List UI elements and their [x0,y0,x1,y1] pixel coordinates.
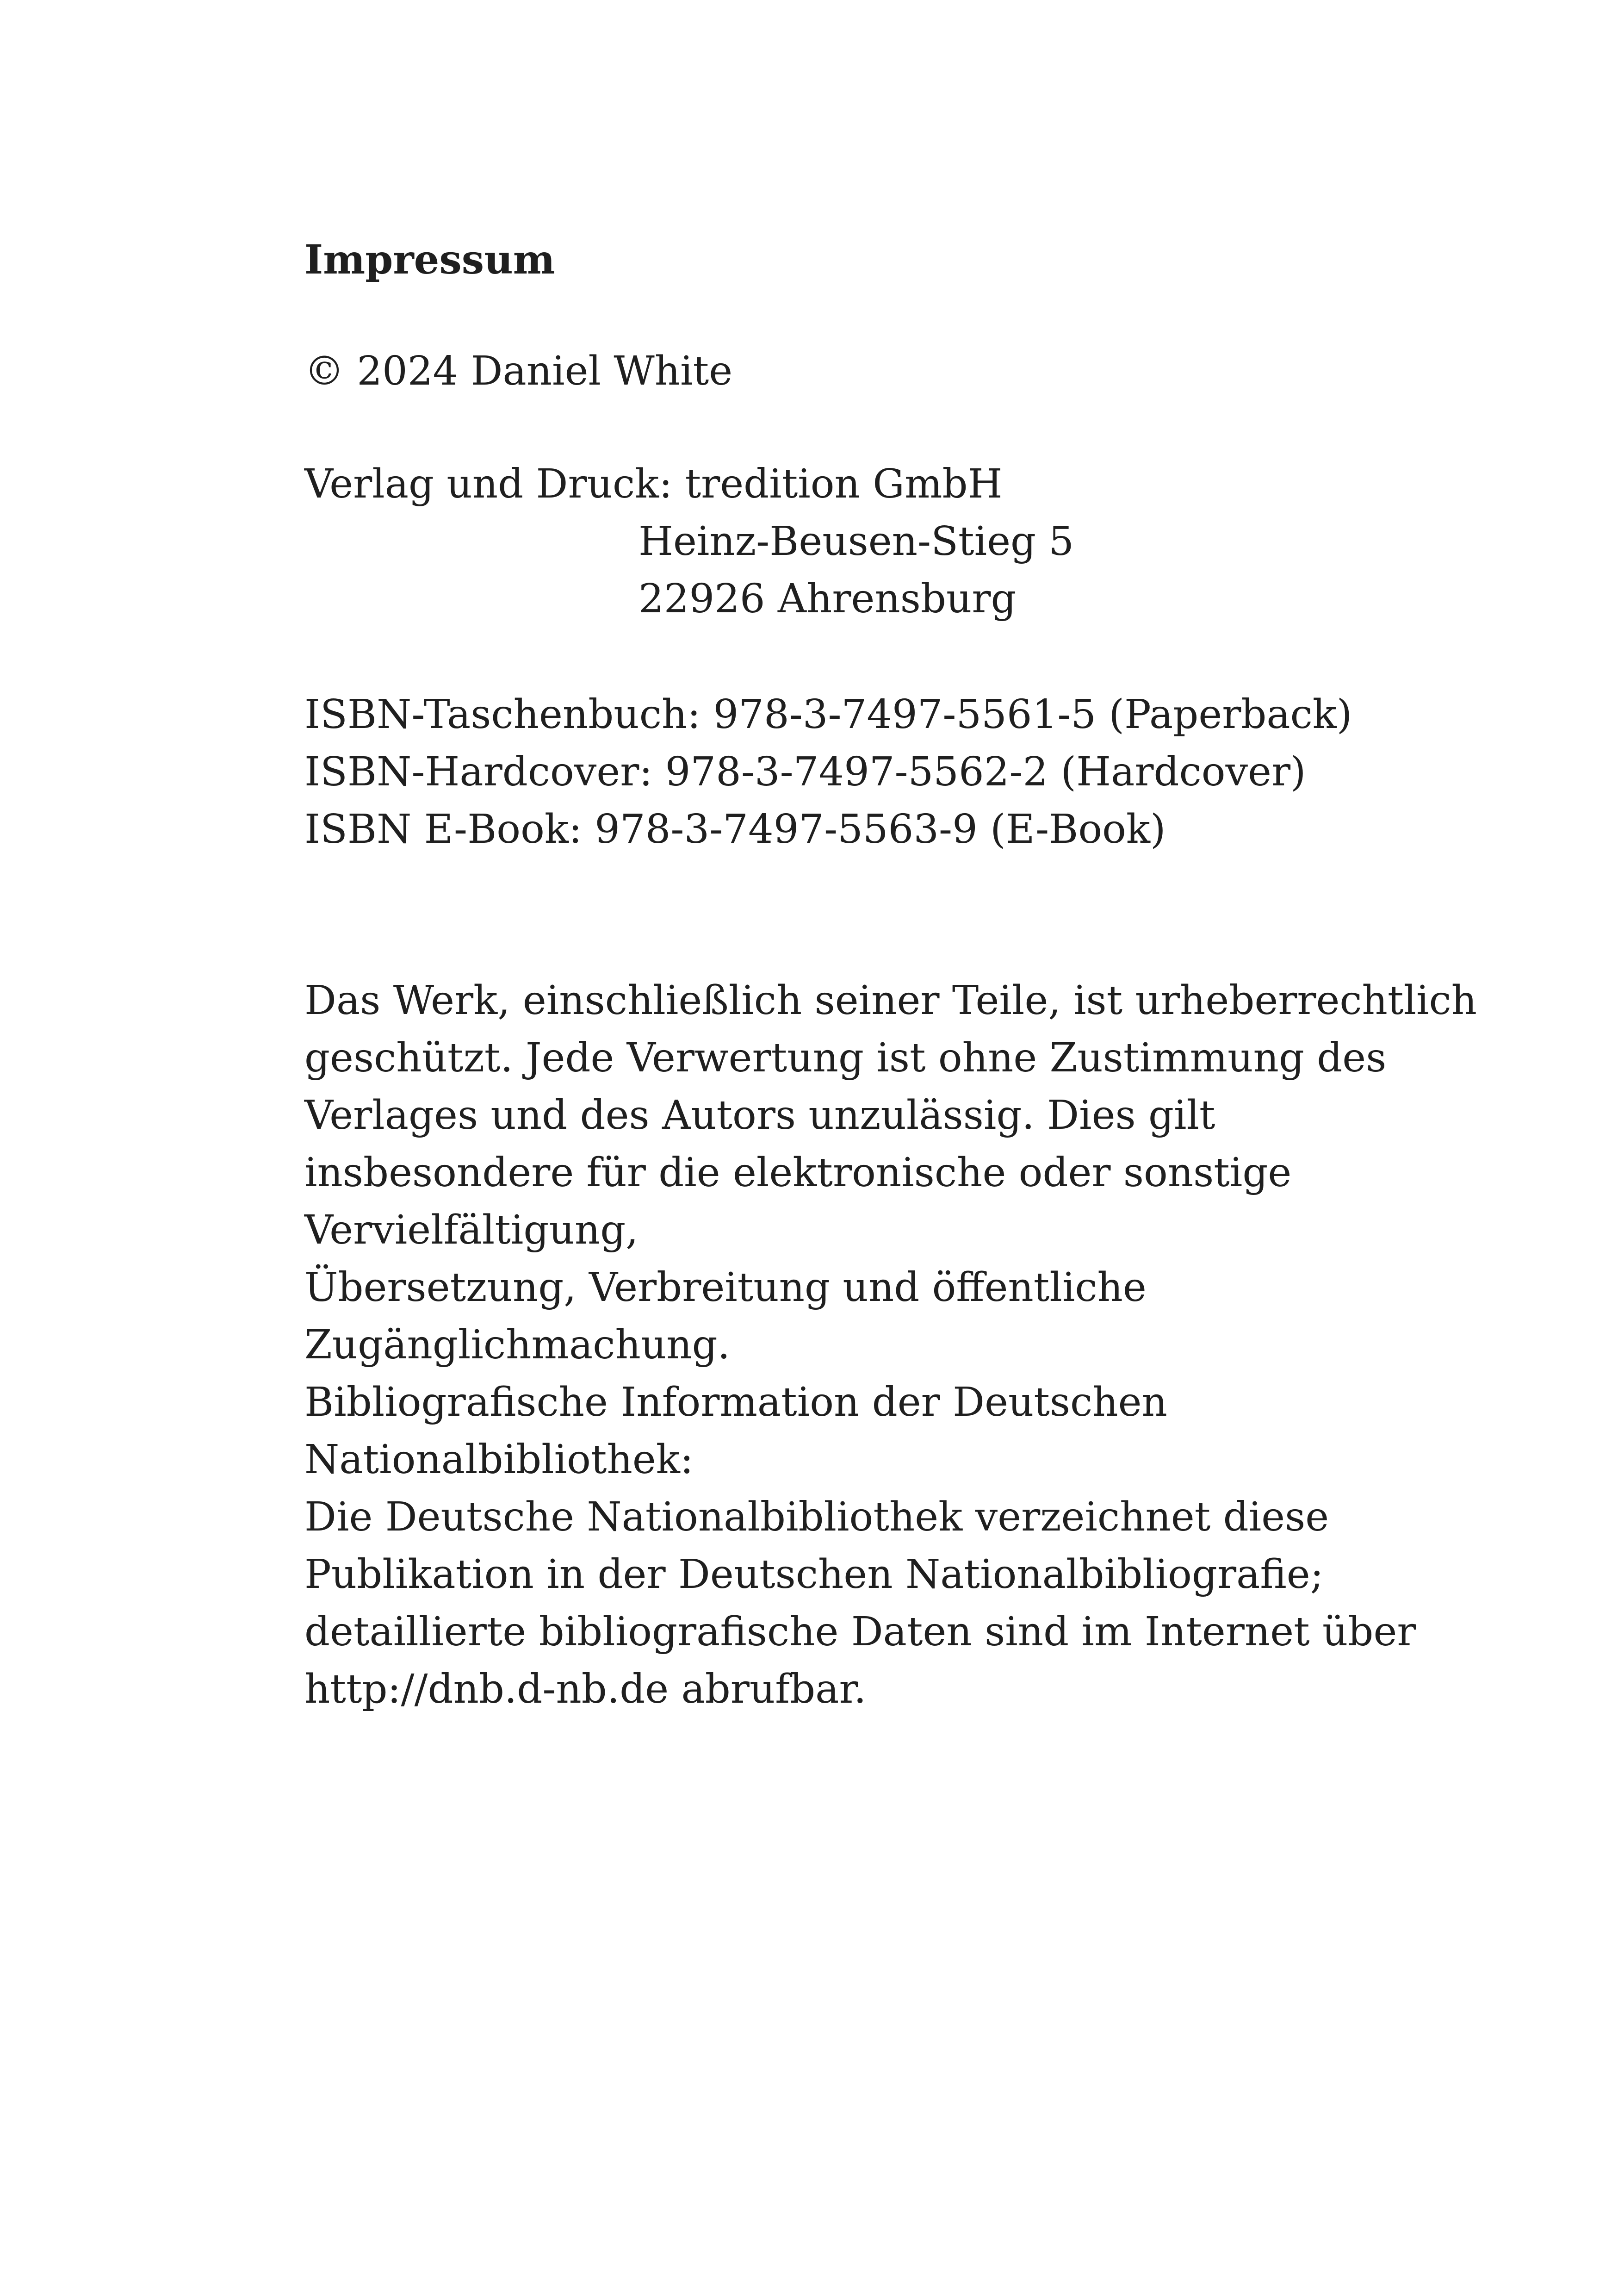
isbn-hardcover: ISBN-Hardcover: 978-3-7497-5562-2 (Hardcover) [304,749,1306,795]
publisher-line-3: 22926 Ahrensburg [639,576,1017,622]
copyright-notice [304,972,1477,1718]
publisher-line-2: Heinz-Beusen-Stieg 5 [639,518,1074,565]
legal-line: Zugänglichmachung. [304,1322,731,1368]
publisher-line-1: Verlag und Druck: tredition GmbH [304,461,1003,507]
copyright-line: © 2024 Daniel White [304,348,733,394]
isbn-list [304,686,1352,858]
legal-line: Publikation in der Deutschen Nationalbibliografie; [304,1551,1324,1598]
legal-line: geschützt. Jede Verwertung ist ohne Zustimmung des [304,1035,1387,1081]
legal-line: Übersetzung, Verbreitung und öffentliche [304,1264,1147,1311]
isbn-paperback: ISBN-Taschenbuch: 978-3-7497-5561-5 (Paperback) [304,691,1352,738]
legal-line: Das Werk, einschließlich seiner Teile, ist urheberrechtlich [304,977,1477,1024]
legal-line: Verlages und des Autors unzulässig. Dies gilt [304,1092,1215,1139]
page-title: Impressum [304,236,555,283]
legal-line: insbesondere für die elektronische oder sonstige [304,1150,1292,1196]
legal-line: detaillierte bibliografische Daten sind im Internet über [304,1609,1416,1655]
legal-line: Bibliografische Information der Deutschen [304,1379,1167,1425]
isbn-ebook: ISBN E-Book: 978-3-7497-5563-9 (E-Book) [304,806,1166,852]
legal-line: Die Deutsche Nationalbibliothek verzeichnet diese [304,1494,1329,1540]
legal-line: http://dnb.d-nb.de abrufbar. [304,1666,867,1712]
legal-line: Nationalbibliothek: [304,1437,694,1483]
publisher-address [304,455,1074,628]
legal-line: Vervielfältigung, [304,1207,639,1253]
